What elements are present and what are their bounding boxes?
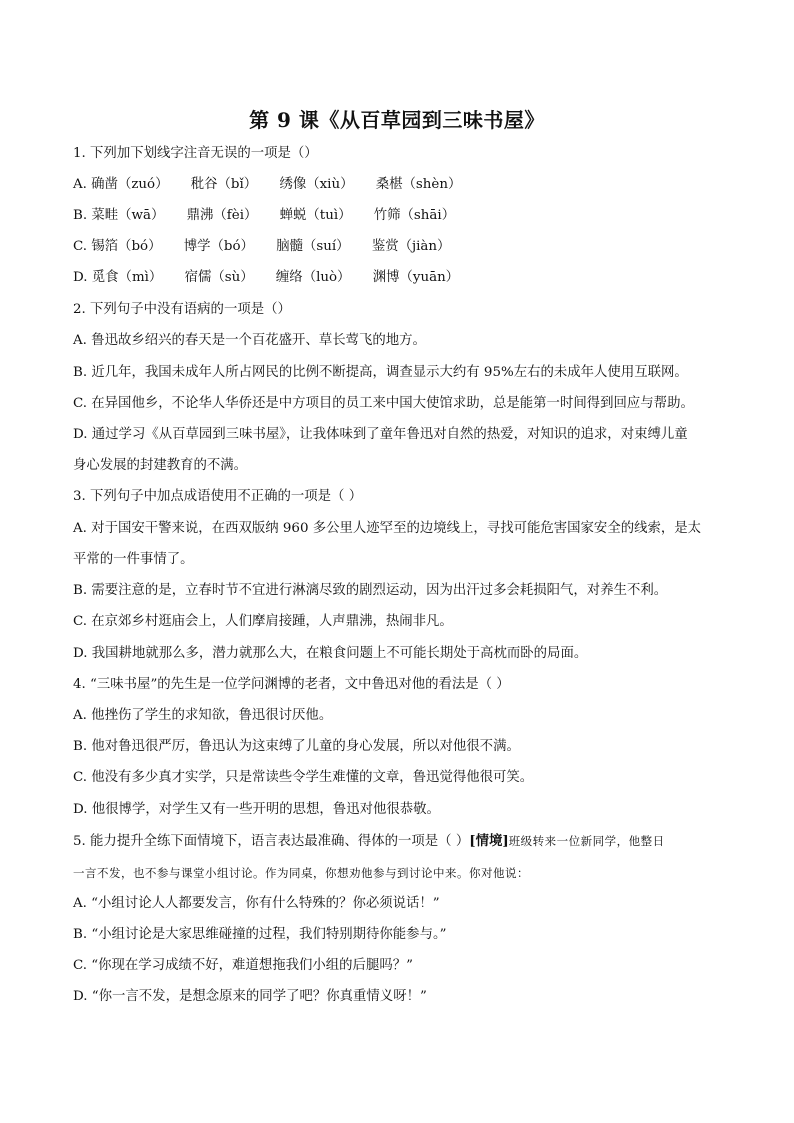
question-2-option-d-line-1: D. 通过学习《从百草园到三味书屋》，让我体味到了童年鲁迅对自然的热爱，对知识的追求，对束缚儿童 [73, 427, 688, 442]
question-5-stem-line [73, 832, 665, 851]
context-line-1: 班级转来一位新同学，他整日 [508, 834, 665, 848]
question-5-option-b: B. “小组讨论是大家思维碰撞的过程，我们特别期待你能参与。” [73, 927, 447, 942]
question-3-option-a-line-1: A. 对于国安干警来说，在西双版纳 960 多公里人迹罕至的边境线上，寻找可能危害国家安全的线索，是太 [73, 521, 702, 536]
question-4-option-a: A. 他挫伤了学生的求知欲，鲁迅很讨厌他。 [73, 708, 333, 723]
context-tag: [情境] [469, 833, 509, 849]
question-1-stem: 1. 下列加下划线字注音无误的一项是（） [73, 146, 318, 161]
question-1-option-a [73, 176, 479, 194]
question-3-option-b: B. 需要注意的是，立春时节不宜进行淋漓尽致的剧烈运动，因为出汗过多会耗损阳气，对养生不利。 [73, 583, 668, 598]
question-1-option-d [73, 269, 477, 287]
option-c-item-1: C. 锡箔（bó） [73, 239, 162, 254]
context-line-2: 一言不发，也不参与课堂小组讨论。作为同桌，你想劝他参与到讨论中来。你对他说： [73, 866, 529, 880]
question-3-stem: 3. 下列句子中加点成语使用不正确的一项是（ ） [73, 489, 363, 504]
option-b-item-3: 蝉蜕（tuì） [279, 208, 352, 223]
option-c-item-4: 鉴赏（jiàn） [371, 239, 451, 254]
option-a-item-2: 秕谷（bǐ） [190, 177, 258, 192]
option-c-item-2: 博学（bó） [183, 239, 254, 254]
question-5-option-c: C. “你现在学习成绩不好，难道想拖我们小组的后腿吗？” [73, 958, 413, 973]
question-5-option-d: D. “你一言不发，是想念原来的同学了吧？你真重情义呀！” [73, 989, 427, 1004]
question-4-stem: 4. “三味书屋”的先生是一位学问渊博的老者，文中鲁迅对他的看法是（ ） [73, 677, 510, 692]
question-1-option-b [73, 207, 473, 225]
option-d-item-1: D. 觅食（mì） [73, 270, 163, 285]
option-c-item-3: 脑髓（suí） [276, 239, 350, 254]
question-5-stem: 5. 能力提升全练下面情境下，语言表达最准确、得体的一项是（ ） [73, 834, 470, 849]
question-4-option-c: C. 他没有多少真才实学，只是常读些令学生难懂的文章，鲁迅觉得他很可笑。 [73, 770, 534, 785]
option-a-item-4: 桑椹（shèn） [375, 177, 462, 192]
option-b-item-2: 鼎沸（fèi） [186, 208, 258, 223]
option-b-item-1: B. 菜畦（wā） [73, 208, 165, 223]
question-2-option-b: B. 近几年，我国未成年人所占网民的比例不断提高，调查显示大约有 95%左右的未成年人使用互联网。 [73, 365, 688, 380]
question-1-option-c [73, 238, 468, 256]
question-5-option-a: A. “小组讨论人人都要发言，你有什么特殊的？你必须说话！” [73, 896, 440, 911]
question-3-option-c: C. 在京郊乡村逛庙会上，人们摩肩接踵，人声鼎沸，热闹非凡。 [73, 614, 453, 629]
question-2-option-a: A. 鲁迅故乡绍兴的春天是一个百花盛开、草长莺飞的地方。 [73, 333, 426, 348]
question-3-option-d: D. 我国耕地就那么多，潜力就那么大，在粮食问题上不可能长期处于高枕而卧的局面。 [73, 646, 588, 661]
question-2-option-c: C. 在异国他乡，不论华人华侨还是中方项目的员工来中国大使馆求助，总是能第一时间得到回应与帮助。 [73, 396, 694, 411]
question-2-option-d-line-2: 身心发展的封建教育的不满。 [73, 458, 248, 473]
question-2-stem: 2. 下列句子中没有语病的一项是（） [73, 302, 291, 317]
option-a-item-3: 绣像（xiù） [279, 177, 354, 192]
page-title: 第 9 课《从百草园到三味书屋》 [249, 108, 545, 132]
option-b-item-4: 竹筛（shāi） [373, 208, 456, 223]
question-4-option-b: B. 他对鲁迅很严厉，鲁迅认为这束缚了儿童的身心发展，所以对他很不满。 [73, 739, 520, 754]
option-d-item-2: 宿儒（sù） [184, 270, 254, 285]
question-4-option-d: D. 他很博学，对学生又有一些开明的思想，鲁迅对他很恭敬。 [73, 802, 440, 817]
question-3-option-a-line-2: 平常的一件事情了。 [73, 552, 194, 567]
option-d-item-3: 缠络（luò） [275, 270, 351, 285]
option-a-item-1: A. 确凿（zuó） [73, 177, 169, 192]
option-d-item-4: 渊博（yuān） [372, 270, 460, 285]
